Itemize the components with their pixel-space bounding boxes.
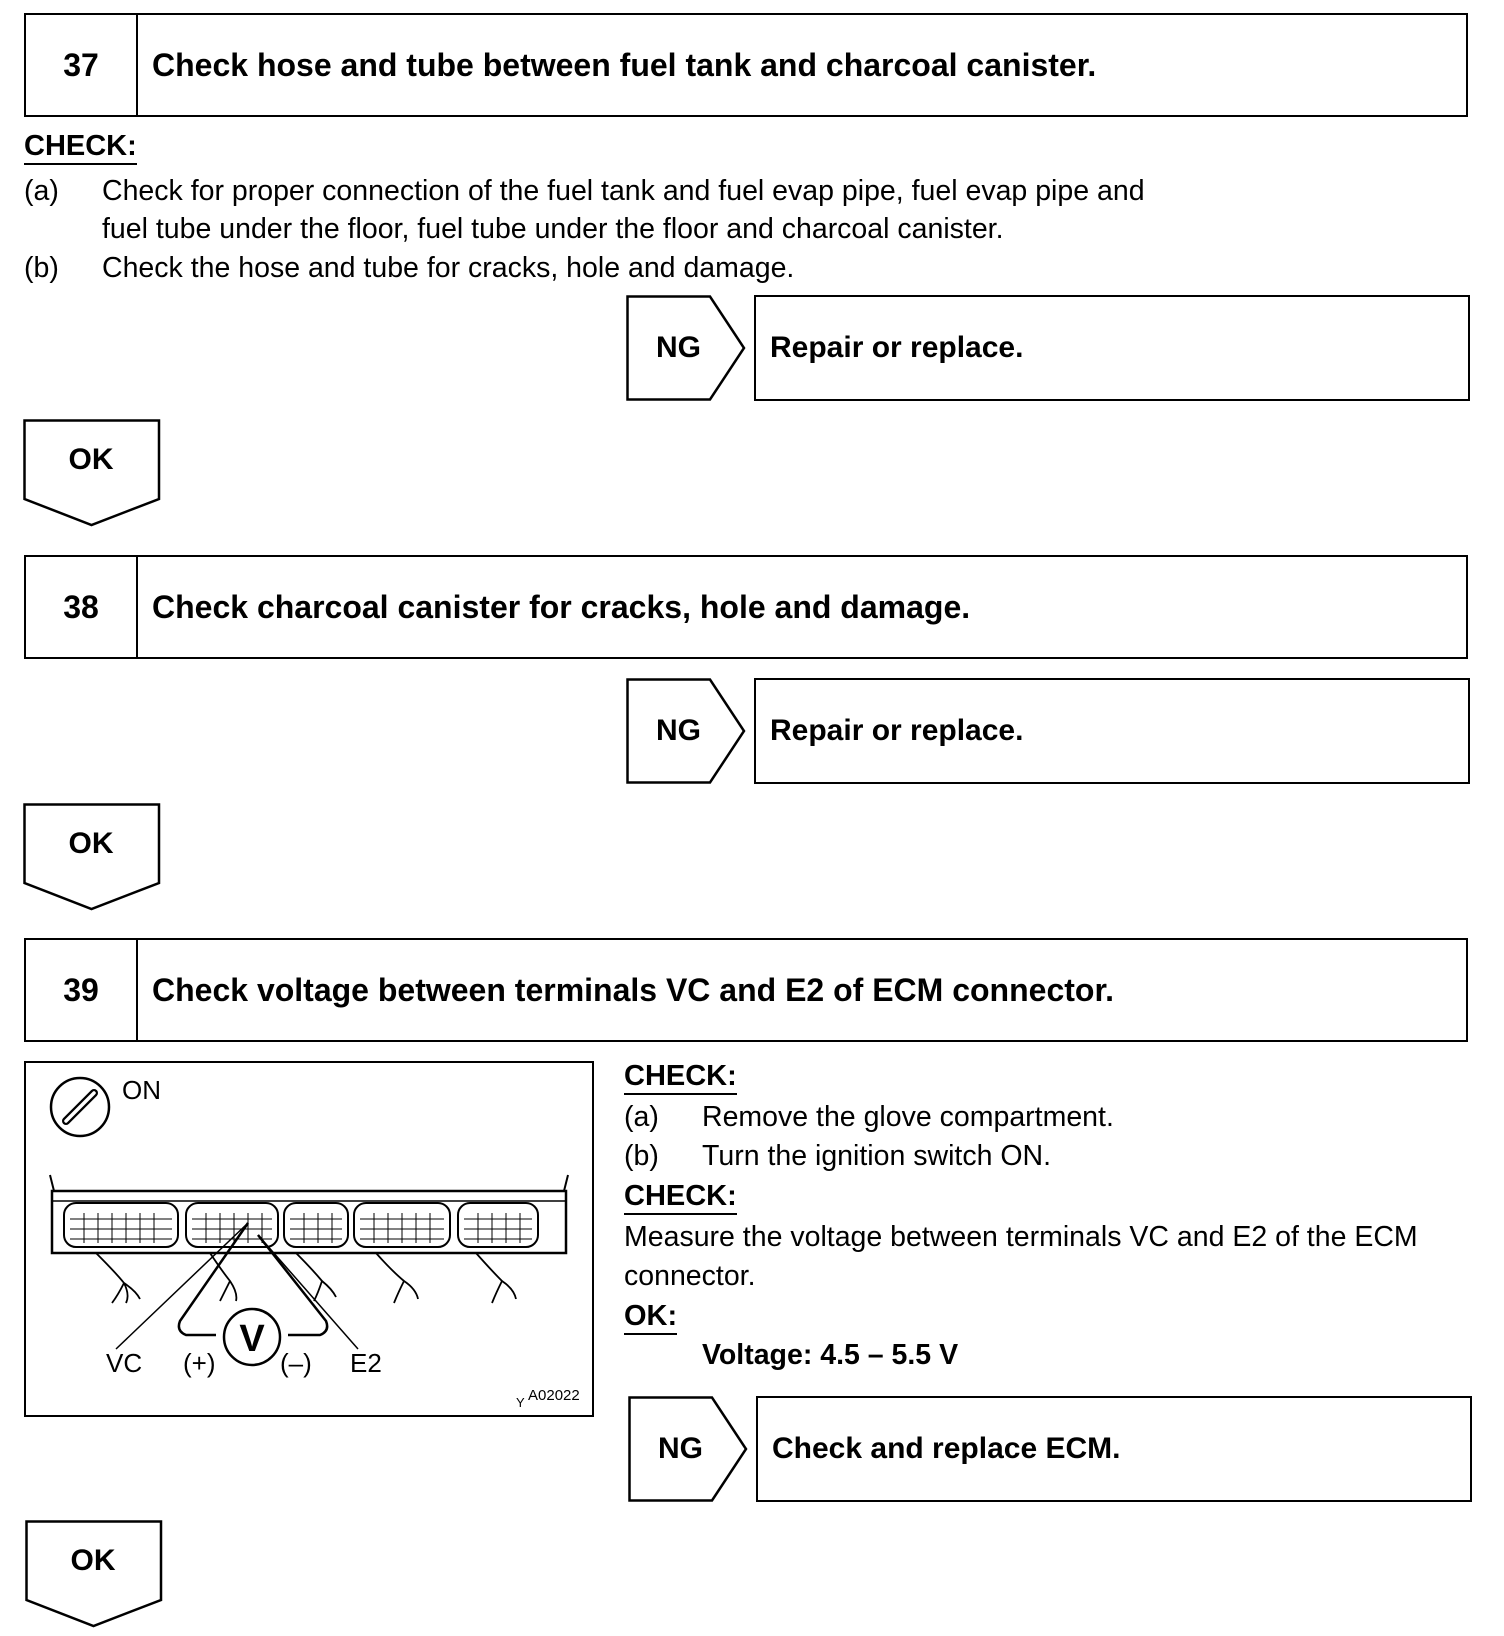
check-header (624, 1060, 737, 1095)
ok-arrow (25, 1520, 165, 1630)
check-label: CHECK: (24, 130, 137, 165)
step-title: Check voltage between terminals VC and E2 of ECM connector. (152, 971, 1115, 1008)
ecm-connector-diagram (24, 1061, 594, 1417)
step-37-header (24, 13, 1468, 117)
prep-item-b-text: Turn the ignition switch ON. (702, 1140, 1051, 1172)
ok-arrow (23, 419, 163, 529)
ecm-body (50, 1175, 568, 1253)
prep-item-a-text: Remove the glove compartment. (702, 1101, 1114, 1133)
ng-label: NG (656, 331, 701, 364)
ecm-connectors (64, 1203, 538, 1247)
ignition-key-icon (51, 1078, 109, 1136)
ng-label: NG (656, 714, 701, 747)
ng-label: NG (658, 1432, 703, 1465)
voltage-spec: Voltage: 4.5 – 5.5 V (702, 1339, 959, 1371)
measure-instruction: Measure the voltage between terminals VC and E2 of the ECM (624, 1221, 1418, 1253)
ignition-state-label: ON (122, 1075, 161, 1105)
vc-terminal-label: VC (106, 1348, 143, 1378)
ng-action-box: Repair or replace. (754, 678, 1470, 784)
step-number: 37 (26, 15, 138, 115)
step-title: Check hose and tube between fuel tank and charcoal canister. (152, 46, 1097, 83)
measure-instruction-cont: connector. (624, 1260, 756, 1292)
check-item-b-text: Check the hose and tube for cracks, hole and damage. (102, 252, 795, 284)
ng-arrow (626, 295, 748, 401)
step-38-header (24, 555, 1468, 659)
step-number: 39 (26, 940, 138, 1040)
minus-probe-label: (–) (280, 1348, 312, 1378)
check-item-a-label: (a) (24, 175, 59, 207)
connector-pin-grid (70, 1213, 532, 1243)
check-label: CHECK: (624, 1060, 737, 1095)
step-39-header (24, 938, 1468, 1042)
ok-label: OK (68, 443, 114, 476)
check-header-2 (624, 1180, 737, 1215)
check-item-a-text-cont: fuel tube under the floor, fuel tube under the floor and charcoal canister. (102, 213, 1004, 245)
check-item-b-label: (b) (24, 252, 59, 284)
step-title: Check charcoal canister for cracks, hole and damage. (152, 588, 971, 625)
ok-spec-header (624, 1300, 677, 1335)
voltmeter-label: V (239, 1318, 265, 1360)
ng-arrow (628, 1396, 750, 1502)
step-number: 38 (26, 557, 138, 657)
ng-action-box: Repair or replace. (754, 295, 1470, 401)
prep-item-a-label: (a) (624, 1101, 659, 1133)
ok-label: OK (70, 1544, 116, 1577)
figure-prefix: Y (516, 1395, 525, 1410)
check-item-a-text: Check for proper connection of the fuel tank and fuel evap pipe, fuel evap pipe and (102, 175, 1145, 207)
ng-action-box: Check and replace ECM. (756, 1396, 1472, 1502)
check-label: CHECK: (624, 1180, 737, 1215)
ok-spec-label: OK: (624, 1300, 677, 1335)
prep-item-b-label: (b) (624, 1140, 659, 1172)
check-header (24, 130, 137, 165)
figure-id: A02022 (528, 1387, 580, 1404)
ng-arrow (626, 678, 748, 784)
plus-probe-label: (+) (183, 1348, 216, 1378)
ok-label: OK (68, 827, 114, 860)
ok-arrow (23, 803, 163, 913)
e2-terminal-label: E2 (350, 1348, 382, 1378)
